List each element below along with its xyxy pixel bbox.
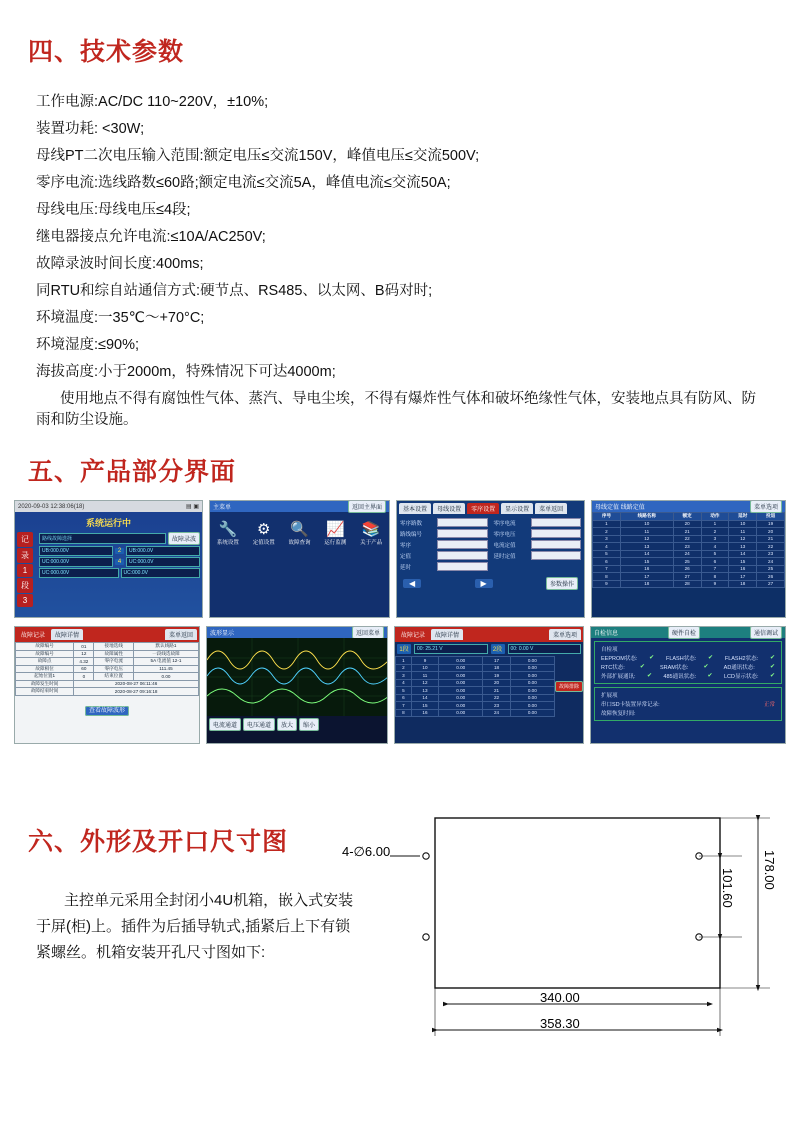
status-ok-icon: ✔ xyxy=(769,673,775,679)
cell-key2: 结束位置 xyxy=(94,673,134,681)
inner-height-label: 101.60 xyxy=(720,868,735,908)
waveform-back-button[interactable]: 返回菜单 xyxy=(352,626,384,639)
waveform-svg xyxy=(207,638,387,716)
tab-record[interactable]: 故障记录 xyxy=(397,629,429,640)
outer-height-label: 178.00 xyxy=(762,850,777,890)
book-icon: 📚 xyxy=(361,521,381,538)
screenshot-system-running[interactable] xyxy=(14,500,203,618)
waveform-title: 波形显示 xyxy=(210,631,235,637)
fault-clear-button[interactable]: 故障排除 xyxy=(555,681,583,692)
table-title: 母线定值 线路定值 xyxy=(595,505,645,511)
comm-debug-button[interactable]: 通信调试 xyxy=(750,626,782,639)
table-row[interactable]: 7 16 26 7 16 25 xyxy=(593,565,785,573)
screenshot-selftest[interactable] xyxy=(590,626,786,744)
seg-chip-4: 4 xyxy=(115,559,124,565)
seg-chip-2: 2 xyxy=(115,548,124,554)
table-row[interactable]: 8 16 0.00 24 0.00 xyxy=(396,709,555,717)
cell-val2: 一段线选故障 xyxy=(133,650,198,658)
menu-item-value-settings[interactable] xyxy=(253,522,275,546)
item-485: 485通讯状态: xyxy=(663,674,697,680)
menu-label-value: 定值设置 xyxy=(252,540,275,546)
col-index: 序号 xyxy=(593,513,621,521)
screenshot-zero-sequence-settings[interactable] xyxy=(396,500,585,618)
spec-item: 工作电源:AC/DC 110~220V，±10%; xyxy=(36,94,269,110)
menu-label-system: 系统设置 xyxy=(216,540,239,546)
table-row[interactable]: 2 10 0.00 18 0.00 xyxy=(396,664,555,672)
item-eeprom: EEPROM状态: xyxy=(601,656,638,662)
tab-zero-sequence[interactable]: 零序设置 xyxy=(467,503,499,514)
table-row[interactable]: 5 13 0.00 21 0.00 xyxy=(396,687,555,695)
spec-item: 故障录波时间长度:400ms; xyxy=(36,256,204,272)
field-input-delay-set[interactable] xyxy=(531,551,582,560)
table-row[interactable]: 9 18 28 9 18 27 xyxy=(593,580,785,588)
section-title-tech: 四、技术参数 xyxy=(28,38,185,66)
menu-titlebar xyxy=(210,501,389,512)
cell-key: 故障发生时间 xyxy=(16,680,74,688)
cell-val2: 5A 电流值 12-1 xyxy=(133,658,198,666)
screenshot-gallery xyxy=(14,500,786,752)
table-row[interactable]: 2 11 21 2 11 20 xyxy=(593,528,785,536)
cell-key: 故障相位 xyxy=(16,665,74,673)
cell-val2: 0.00 xyxy=(133,673,198,681)
tab-fault-detail[interactable]: 故障详情 xyxy=(51,629,83,640)
field-label-delay: 延时 xyxy=(400,564,412,571)
sidebar-item-record[interactable]: 记 xyxy=(17,532,33,547)
settings-tabs xyxy=(397,501,584,516)
status-value: 正常 xyxy=(763,702,775,708)
wrench-icon: 🔧 xyxy=(218,521,238,538)
spec-note: 使用地点不得有腐蚀性气体、蒸汽、导电尘埃，不得有爆炸性气体和破坏绝缘性气体，安装地点具有防风、防雨和防尘设施。 xyxy=(36,391,756,428)
zoom-in-button[interactable]: 放大 xyxy=(277,718,297,731)
field-label-value: 定值 xyxy=(400,553,412,560)
segment-1-value: 00: 25.21 V xyxy=(414,644,488,654)
return-home-button[interactable]: 返回主界面 xyxy=(348,500,386,513)
cell-key2: 零序电流 xyxy=(94,658,134,666)
cell-key: 故障编号 xyxy=(16,643,74,651)
tab-menu-back[interactable]: 菜单返回 xyxy=(535,503,567,514)
table-row[interactable]: 3 12 22 3 12 21 xyxy=(593,535,785,543)
cell-key: 故障点 xyxy=(16,658,74,666)
cell-val: 4.32 xyxy=(74,658,94,666)
selftest-group-1: 自检项 xyxy=(601,647,618,653)
screenshot-titlebar xyxy=(15,501,202,512)
field-label-zero-voltage: 零序电压 xyxy=(493,531,516,538)
item-flash2: FLASH2状态: xyxy=(724,656,759,662)
tech-spec-list xyxy=(36,92,766,437)
cell-key: 故障结束时间 xyxy=(16,688,74,696)
view-waveform-button[interactable]: 查看故障波形 xyxy=(85,706,129,716)
hole-note-label: 4-∅6.00 xyxy=(342,844,391,859)
item-lcd: LCD显示状态: xyxy=(724,674,759,680)
spec-item: 环境温度:一35℃～+70°C; xyxy=(36,310,205,326)
status-ok-icon: ✔ xyxy=(703,664,709,670)
note-recovery-time: 故障恢复时间: xyxy=(601,711,636,717)
field-input-current-set[interactable] xyxy=(531,540,582,549)
spec-item: 同RTU和综自站通信方式:硬节点、RS485、以太网、B码对时; xyxy=(36,283,433,299)
running-banner: 系统运行中 xyxy=(85,518,131,528)
status-ok-icon: ✔ xyxy=(707,673,713,679)
sidebar-item-seg3[interactable]: 3 xyxy=(17,594,33,607)
chart-icon: 📈 xyxy=(325,521,345,538)
titlebar-icons: ▤ ▣ xyxy=(185,504,199,510)
sidebar-item-log[interactable]: 录 xyxy=(17,548,33,563)
tab-detail[interactable]: 故障详情 xyxy=(431,629,463,640)
segment-2-chip[interactable]: 2段 xyxy=(491,644,505,654)
cell-val2: 默认线路1 xyxy=(133,643,198,651)
section-title-ui: 五、产品部分界面 xyxy=(28,458,237,486)
cell-val: 12 xyxy=(74,650,94,658)
spec-item: 继电器接点允许电流:≤10A/AC250V; xyxy=(36,229,266,245)
line-select-label: 路线故障选择 xyxy=(39,533,166,544)
voltage-uc-right: UC:000.0V xyxy=(126,557,200,567)
spec-item: 海拔高度:小于2000m，特殊情况下可达4000m; xyxy=(36,364,336,380)
cell-val: 0 xyxy=(74,673,94,681)
zoom-out-button[interactable]: 缩小 xyxy=(299,718,319,731)
table-row[interactable]: 5 14 24 5 14 23 xyxy=(593,550,785,558)
table-titlebar xyxy=(592,501,785,512)
record-tabs xyxy=(395,627,583,642)
table-row[interactable]: 7 15 0.00 23 0.00 xyxy=(396,702,555,710)
selftest-group-2: 扩展项 xyxy=(601,693,618,699)
table-row[interactable]: 1 9 0.00 17 0.00 xyxy=(396,657,555,665)
screenshot-fault-detail[interactable] xyxy=(14,626,200,744)
field-label-lineno: 路线编号 xyxy=(400,531,423,538)
col-switch: 投退 xyxy=(757,513,785,521)
item-flash: FLASH状态: xyxy=(665,656,697,662)
cell-key: 起始位置1 xyxy=(16,673,74,681)
field-label-delay-set: 延时定值 xyxy=(493,553,516,560)
channel-current-button[interactable]: 电流通道 xyxy=(209,718,241,731)
record-menu-button[interactable]: 菜单选项 xyxy=(549,629,581,640)
param-operation-button[interactable]: 参数操作 xyxy=(546,577,578,590)
item-ext-comm: 外部扩展通讯: xyxy=(601,674,636,680)
dimension-drawing xyxy=(342,808,790,1068)
screenshot-line-value-table[interactable] xyxy=(591,500,786,618)
tab-bus[interactable]: 母线设置 xyxy=(433,503,465,514)
cell-val2: 111.45 xyxy=(133,665,198,673)
menu-label-fault: 故障查询 xyxy=(288,540,311,546)
titlebar-time: 2020-09-03 12:38:06(18) xyxy=(18,503,85,510)
status-ok-icon: ✔ xyxy=(646,673,652,679)
field-input-zero[interactable] xyxy=(437,540,488,549)
spec-item: 装置功耗: <30W; xyxy=(36,121,145,137)
spec-item: 零序电流:选线路数≤60路;额定电流≤交流5A，峰值电流≤交流50A; xyxy=(36,175,451,191)
cell-val: 2020-08-27 09:16:18 xyxy=(74,688,199,696)
item-rtc: RTC状态: xyxy=(601,665,625,671)
cell-key2: 零序电压 xyxy=(94,665,134,673)
spec-item: 环境湿度:≤90%; xyxy=(36,337,140,353)
status-ok-icon: ✔ xyxy=(649,655,655,661)
field-input-zero-current[interactable] xyxy=(531,518,582,527)
status-ok-icon: ✔ xyxy=(769,664,775,670)
table-row[interactable]: 8 17 27 8 17 26 xyxy=(593,573,785,581)
table-row[interactable]: 6 15 25 6 15 24 xyxy=(593,558,785,566)
menu-item-system-settings[interactable] xyxy=(217,522,239,546)
menu-item-fault-query[interactable] xyxy=(288,522,310,546)
voltage-uc-left: UC:000.00V xyxy=(39,557,113,567)
table-row[interactable]: 1 10 20 1 10 19 xyxy=(593,520,785,528)
menu-item-monitor[interactable] xyxy=(324,522,346,546)
cell-val: 2020-08-27 06:11:46 xyxy=(74,680,199,688)
tab-basic[interactable]: 基本设置 xyxy=(399,503,431,514)
fault-tabs xyxy=(15,627,199,642)
status-ok-icon: ✔ xyxy=(708,655,714,661)
note-sd-card: 串口SD卡装置异常记录: xyxy=(601,702,660,708)
waveform-titlebar xyxy=(207,627,387,638)
field-label-count: 零序路数 xyxy=(400,520,423,527)
voltage-uc-right-2: UC:000.0V xyxy=(121,568,201,578)
record-table-left[interactable] xyxy=(395,656,555,717)
col-name: 线路名称 xyxy=(620,513,673,521)
item-ad: AD通讯状态: xyxy=(723,665,755,671)
fault-record-button[interactable]: 故障录波 xyxy=(168,532,200,545)
status-ok-icon: ✔ xyxy=(769,655,775,661)
menu-item-about[interactable] xyxy=(360,522,382,546)
fault-detail-table xyxy=(15,642,199,696)
field-input-count[interactable] xyxy=(437,518,488,527)
inner-width-label: 340.00 xyxy=(540,990,580,1005)
screenshot-fault-record-list[interactable] xyxy=(394,626,584,744)
table-row[interactable]: 4 12 0.00 20 0.00 xyxy=(396,679,555,687)
dimension-description xyxy=(36,888,356,966)
field-label-current-set: 电流定值 xyxy=(493,542,516,549)
spec-item: 母线PT二次电压输入范围:额定电压≤交流150V，峰值电压≤交流500V; xyxy=(36,148,480,164)
search-icon: 🔍 xyxy=(290,521,309,538)
voltage-ub-right: UB:000.0V xyxy=(126,546,200,556)
channel-voltage-button[interactable]: 电压通道 xyxy=(243,718,275,731)
prev-button[interactable]: ◀ xyxy=(403,579,421,588)
field-input-value[interactable] xyxy=(437,551,488,560)
cell-key: 故障编号 xyxy=(16,650,74,658)
col-delay: 延时 xyxy=(729,513,757,521)
segment-2-value: 00: 0.00 V xyxy=(508,644,582,654)
voltage-ub-left: UB:000.00V xyxy=(39,546,113,556)
line-value-table[interactable] xyxy=(592,512,785,588)
status-ok-icon: ✔ xyxy=(639,664,645,670)
selftest-titlebar xyxy=(591,627,785,638)
next-button[interactable]: ▶ xyxy=(475,579,493,588)
tab-fault-record[interactable]: 故障记录 xyxy=(17,629,49,640)
sidebar-item-seg1[interactable]: 1 xyxy=(17,564,33,577)
field-input-lineno[interactable] xyxy=(437,529,488,538)
item-sram: SRAM状态: xyxy=(659,665,689,671)
menu-label-about: 关于产品 xyxy=(360,540,383,546)
voltage-uc-left-2: UC:000.00V xyxy=(39,568,119,578)
field-input-delay[interactable] xyxy=(437,562,488,571)
gear-icon: ⚙ xyxy=(256,521,271,538)
table-row[interactable]: 3 11 0.00 19 0.00 xyxy=(396,672,555,680)
table-row[interactable]: 6 14 0.00 22 0.00 xyxy=(396,694,555,702)
cell-key2: 接地选线 xyxy=(94,643,134,651)
segment-1-chip[interactable]: 1段 xyxy=(397,644,411,654)
table-row[interactable]: 4 13 23 4 13 22 xyxy=(593,543,785,551)
sidebar-item-seg1b[interactable]: 段 xyxy=(17,578,33,593)
outer-width-label: 358.30 xyxy=(540,1016,580,1031)
dimension-svg xyxy=(390,808,790,1068)
section-title-dim: 六、外形及开口尺寸图 xyxy=(28,828,289,856)
spec-item: 母线电压:母线电压≤4段; xyxy=(36,202,191,218)
menu-back-button[interactable]: 菜单返回 xyxy=(165,629,197,640)
screenshot-waveform[interactable] xyxy=(206,626,388,744)
col-action: 动作 xyxy=(701,513,729,521)
cell-key2: 故障属性 xyxy=(94,650,134,658)
tab-display[interactable]: 显示设置 xyxy=(501,503,533,514)
field-input-zero-voltage[interactable] xyxy=(531,529,582,538)
screenshot-main-menu[interactable] xyxy=(209,500,390,618)
cell-val: 60 xyxy=(74,665,94,673)
menu-option-button[interactable]: 菜单选项 xyxy=(750,500,782,513)
menu-title: 主菜单 xyxy=(213,505,232,511)
hardware-selftest-button[interactable]: 硬件自检 xyxy=(668,626,700,639)
dimension-description-text: 主控单元采用全封闭小4U机箱，嵌入式安装于屏(柜)上。插件为后插导轨式,插紧后上下有锁紧螺丝。机箱安装开孔尺寸图如下: xyxy=(36,892,354,961)
field-label-zero-current: 零序电流 xyxy=(493,520,516,527)
menu-label-monitor: 运行监测 xyxy=(324,540,347,546)
waveform-canvas[interactable] xyxy=(207,638,387,716)
cell-val: 01 xyxy=(74,643,94,651)
selftest-title: 自检信息 xyxy=(594,631,619,637)
menu-icon-row xyxy=(210,522,389,546)
field-label-zero: 零序 xyxy=(400,542,412,549)
col-rated: 额定 xyxy=(673,513,701,521)
